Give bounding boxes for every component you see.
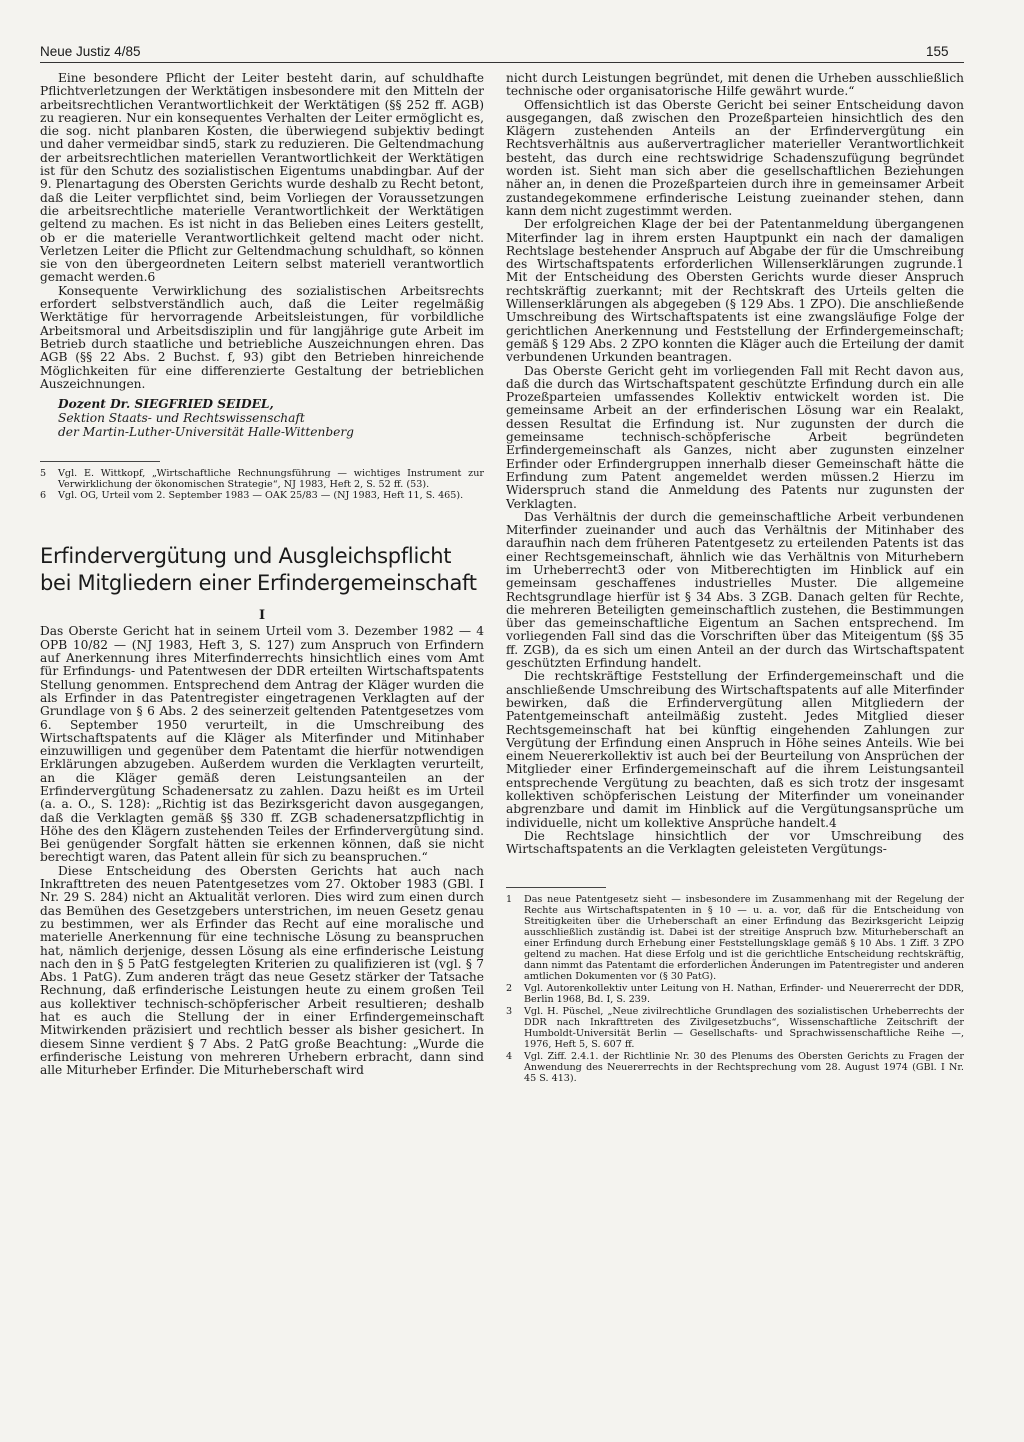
- author-name: Dozent Dr. SIEGFRIED SEIDEL,: [58, 397, 274, 412]
- footnote: [40, 490, 484, 501]
- paragraph: Die Rechtslage hinsichtlich der vor Umschreibung des Wirtschaftspatents an die Verklagten geleisteten Vergütungs-: [506, 828, 964, 857]
- footnote-text: Vgl. OG, Urteil vom 2. September 1983 — OAK 25/83 — (NJ 1983, Heft 11, S. 465).: [58, 490, 464, 502]
- article-title: [40, 543, 484, 597]
- paragraph: Offensichtlich ist das Oberste Gericht bei seiner Entscheidung davon ausgegangen, daß zwischen den Prozeßparteien hinsichtlich des den Klägern zustehenden Anteils an der Erfindervergütung ein Rechtsverhältnis aus außervertraglicher materieller Verantwortlichkeit besteht, das durch eine rechtswidrige Schadenszufügung begründet worden ist. Sieht man sich aber die gesellschaftlichen Beziehungen näher an, in denen die Prozeßparteien durch ihre in gemeinsamer Arbeit zustandegekommene erfinderische Leistung zueinander stehen, dann kann dem nicht zugestimmt werden.: [506, 97, 964, 218]
- paragraph: Das Verhältnis der durch die gemeinschaftliche Arbeit verbundenen Miterfinder zueinander und auch das Verhältnis der Mitinhaber des daraufhin nach dem früheren Patentgesetz zu erteilenden Patents ist das einer Rechtsgemeinschaft, ähnlich wie das Verhältnis von Miturhebern im Urheberrecht3 oder von Mitberechtigten im Hinblick auf ein gemeinsam geschaffenes industrielles Muster. Die allgemeine Rechtsgrundlage hierfür ist § 34 Abs. 3 ZGB. Danach gelten für Rechte, die mehreren Beteiligten gemeinschaftlich zustehen, die Bestimmungen über das gemeinschaftliche Eigentum an Sachen entsprechend. Im vorliegenden Fall sind das die Vorschriften über das Miteigentum (§§ 35 ff. ZGB), da es sich um einen Anteil an der durch das Wirtschaftspatent geschützten Erfindung handelt.: [506, 509, 964, 671]
- footnote-number: 4: [506, 1050, 513, 1062]
- paragraph: Eine besondere Pflicht der Leiter besteht darin, auf schuldhafte Pflichtverletzungen der Werktätigen insbesondere mit den Mitteln der arbeitsrechtlichen Verantwortlichkeit der Werktätigen (§§ 252 ff. AGB) zu reagieren. Nur ein konsequentes Verhalten der Leiter ermöglicht es, die sog. nicht planbaren Kosten, die überwiegend subjektiv bedingt und daher vermeidbar sind5, stark zu reduzieren. Die Geltendmachung der arbeitsrechtlichen materiellen Verantwortlichkeit der Werktätigen ist für den Schutz des sozialistischen Eigentums unabdingbar. Auf der 9. Plenartagung des Obersten Gerichts wurde deshalb zu Recht betont, daß die Leiter verpflichtet sind, beim Vorliegen der Voraussetzungen die arbeitsrechtliche materielle Verantwortlichkeit der Werktätigen geltend zu machen. Es ist nicht in das Belieben eines Leiters gestellt, ob er die materielle Verantwortlichkeit geltend macht oder nicht. Verletzen Leiter die Pflicht zur Geltendmachung schuldhaft, so können sie von den übergeordneten Leitern selbst materiell verantwortlich gemacht werden.6: [40, 71, 484, 285]
- footnote-number: 6: [40, 490, 47, 502]
- footnotes: [506, 894, 964, 1084]
- footnote: [506, 894, 964, 982]
- paragraph: Das Oberste Gericht hat in seinem Urteil vom 3. Dezember 1982 — 4 OPB 10/82 — (NJ 1983, Heft 3, S. 127) zum Anspruch von Erfindern auf Anerkennung ihres Miterfinderrechts hinsichtlich eines vom Amt für Erfindungs- und Patentwesen der DDR erteilten Wirtschaftspatents Stellung genommen. Entsprechend dem Antrag der Kläger wurden die als Erfinder in das Patentregister eingetragenen Verklagten auf der Grundlage von § 6 Abs. 2 des seinerzeit geltenden Patentgesetzes vom 6. September 1950 verurteilt, in die Umschreibung des Wirtschaftspatents auf die Kläger als Miterfinder und Mitinhaber einzuwilligen und gegenüber dem Patentamt die hierfür notwendigen Erklärungen abzugeben. Außerdem wurden die Verklagten verurteilt, an die Kläger gemäß deren Leistungsanteilen an der Erfindervergütung Schadenersatz zu zahlen. Dazu heißt es im Urteil (a. a. O., S. 128): „Richtig ist das Bezirksgericht davon ausgegangen, daß die Verklagten gemäß §§ 330 ff. ZGB schadenersatzpflichtig in Höhe des den Klägern zustehenden Teiles der Erfindervergütung sind. Bei genügender Sorgfalt hätten sie erkennen können, daß sie nicht berechtigt waren, das Patent allein für sich zu beanspruchen.“: [40, 624, 484, 865]
- footnote-divider: [40, 461, 160, 462]
- footnote-number: 1: [506, 893, 513, 905]
- paragraph: Die rechtskräftige Feststellung der Erfindergemeinschaft und die anschließende Umschreibung des Wirtschaftspatents auf alle Miterfinder bewirken, daß die Erfindervergütung allen Mitgliedern der Patentgemeinschaft anteilmäßig zusteht. Jedes Mitglied dieser Rechtsgemeinschaft hat bei künftig eingehenden Zahlungen zur Vergütung der Erfindung einen Anspruch in Höhe seines Anteils. Wie bei einem Neuererkollektiv ist auch bei der Beurteilung von Ansprüchen der Mitglieder einer Erfindergemeinschaft auf die ihrem Leistungsanteil entsprechende Vergütung zu beachten, daß es sich trotz der insgesamt kollektiven schöpferischen Leistung der Miterfinder um voneinander abgrenzbare und damit im Hinblick auf die Vergütungsansprüche um individuelle, nicht um kollektive Ansprüche handelt.4: [506, 669, 964, 830]
- paragraph: Der erfolgreichen Klage der bei der Patentanmeldung übergangenen Miterfinder lag in ihrem ersten Hauptpunkt ein nach der damaligen Rechtslage bestehender Anspruch auf Abgabe der für die Umschreibung des Wirtschaftspatents erforderlichen Willenserklärungen zugrunde.1 Mit der Entscheidung des Obersten Gerichts wurde dieser Anspruch rechtskräftig zuerkannt; mit der Rechtskraft des Urteils gelten die Willenserklärungen als abgegeben (§ 129 Abs. 1 ZPO). Die anschließende Umschreibung des Wirtschaftspatents ist eine zwangsläufige Folge der gerichtlichen Anerkennung und Feststellung der Erfindergemeinschaft; gemäß § 129 Abs. 2 ZPO konnten die Kläger auch die Erteilung der damit verbundenen Urkunden beantragen.: [506, 217, 964, 365]
- paragraph: Diese Entscheidung des Obersten Gerichts hat auch nach Inkrafttreten des neuen Patentgesetzes vom 27. Oktober 1983 (GBl. I Nr. 29 S. 284) nicht an Aktualität verloren. Dies wird zum einen durch das Bemühen des Gesetzgebers unterstrichen, im neuen Gesetz genau zu bestimmen, wer als Erfinder das Recht auf eine moralische und materielle Anerkennung für eine technische Lösung zu beanspruchen hat, nämlich derjenige, dessen Lösung als eine erfinderische Leistung nach den in § 5 PatG festgelegten Kriterien zu qualifizieren ist (vgl. § 7 Abs. 1 PatG). Zum anderen trägt das neue Gesetz stärker der Tatsache Rechnung, daß erfinderische Leistungen heute zu einem großen Teil aus kollektiver technisch-schöpferischer Arbeit resultieren; deshalb hat es auch die Stellung der in einer Erfindergemeinschaft Mitwirkenden präzisiert und rechtlich besser als bisher gesichert. In diesem Sinne verdient § 7 Abs. 2 PatG große Beachtung: „Wurde die erfinderische Leistung von mehreren Urhebern erbracht, dann sind alle Miturheber Erfinder. Die Miturheberschaft wird: [40, 863, 484, 1078]
- footnote-text: Das neue Patentgesetz sieht — insbesondere im Zusammenhang mit der Regelung der Rechte aus Wirtschaftspatenten in § 10 — u. a. vor, daß für die Entscheidung von Streitigkeiten über die Urheberschaft an einer Erfindung das Bezirksgericht Leipzig ausschließlich zuständig ist. Dabei ist der streitige Anspruch bzw. Miturheberschaft an einer Erfindung durch Erhebung einer Feststellungsklage gemäß § 10 Abs. 1 Ziff. 3 ZPO geltend zu machen. Hat diese Erfolg und ist die gerichtliche Entscheidung rechtskräftig, dann nimmt das Patentamt die erforderlichen Änderungen im Patentregister und anderen amtlichen Dokumenten vor (§ 30 PatG).: [524, 893, 964, 982]
- running-header-journal: Neue Justiz 4/85: [40, 44, 141, 59]
- article-title-line: bei Mitgliedern einer Erfindergemeinschaft: [40, 571, 477, 596]
- footnote-divider: [506, 887, 606, 888]
- footnote-text: Vgl. H. Püschel, „Neue zivilrechtliche Grundlagen des sozialistischen Urheberrechts der DDR nach Inkrafttreten des Zivilgesetzbuchs“, Wissenschaftliche Zeitschrift der Humboldt-Universität Berlin — Gesellschafts- und Sprachwissenschaftliche Reihe —, 1976, Heft 5, S. 607 ff.: [524, 1005, 964, 1050]
- footnote-number: 3: [506, 1005, 513, 1017]
- author-signature: [40, 397, 484, 439]
- footnote-number: 5: [40, 468, 47, 480]
- paragraph: Konsequente Verwirklichung des sozialistischen Arbeitsrechts erfordert selbstverständlich auch, daß die Leiter regelmäßig Werktätige für hervorragende Arbeitsleistungen, für vorbildliche Arbeitsmoral und Arbeitsdisziplin und für langjährige gute Arbeit im Betrieb durch staatliche und betriebliche Auszeichnungen ehren. Das AGB (§§ 22 Abs. 2 Buchst. f, 93) gibt den Betrieben hinreichende Möglichkeiten für eine differenzierte Gestaltung der betrieblichen Auszeichnungen.: [40, 283, 484, 391]
- author-affiliation: der Martin-Luther-Universität Halle-Wittenberg: [58, 425, 354, 440]
- left-column: [40, 72, 484, 1078]
- page-number: 155: [926, 44, 949, 59]
- footnote-text: Vgl. E. Wittkopf, „Wirtschaftliche Rechnungsführung — wichtiges Instrument zur Verwirklichung der ökonomischen Strategie“, NJ 1983, Heft 2, S. 52 ff. (53).: [58, 468, 484, 491]
- footnote-number: 2: [506, 982, 513, 994]
- footnote-text: Vgl. Autorenkollektiv unter Leitung von H. Nathan, Erfinder- und Neuererrecht der DDR, Berlin 1968, Bd. I, S. 239.: [524, 982, 964, 1005]
- footnote: [506, 983, 964, 1005]
- header-rule: [40, 62, 964, 63]
- footnote-text: Vgl. Ziff. 2.4.1. der Richtlinie Nr. 30 des Plenums des Obersten Gerichts zu Fragen der Anwendung des Neuererrechts in der Rechtsprechung vom 28. August 1974 (GBl. I Nr. 45 S. 413).: [524, 1050, 964, 1084]
- footnote: [506, 1051, 964, 1084]
- paragraph: Das Oberste Gericht geht im vorliegenden Fall mit Recht davon aus, daß die durch das Wirtschaftspatent geschützte Erfindung durch ein alle Prozeßparteien umfassendes Kollektiv entwickelt worden ist. Die gemeinsame Arbeit an der erfinderischen Lösung war ein Realakt, dessen Resultat die Erfindung ist. Nur zugunsten der durch die gemeinsame technisch-schöpferische Arbeit begründeten Erfindergemeinschaft als Ganzes, nicht aber zugunsten einzelner Erfinder oder Erfindergruppen innerhalb dieser Gemeinschaft hätte die Erfindung zum Patent angemeldet werden müssen.2 Hierzu im Widerspruch stand die Anmeldung des Patents nur zugunsten der Verklagten.: [506, 363, 964, 511]
- section-numeral: I: [258, 608, 266, 624]
- footnote: [40, 468, 484, 490]
- article-title-line: Erfindervergütung und Ausgleichspflicht: [40, 544, 452, 569]
- right-column: [506, 72, 964, 1085]
- paragraph: nicht durch Leistungen begründet, mit denen die Urheben ausschließlich technische oder organisatorische Hilfe gewährt wurde.“: [506, 71, 964, 99]
- footnote: [506, 1006, 964, 1050]
- author-affiliation: Sektion Staats- und Rechtswissenschaft: [58, 411, 305, 426]
